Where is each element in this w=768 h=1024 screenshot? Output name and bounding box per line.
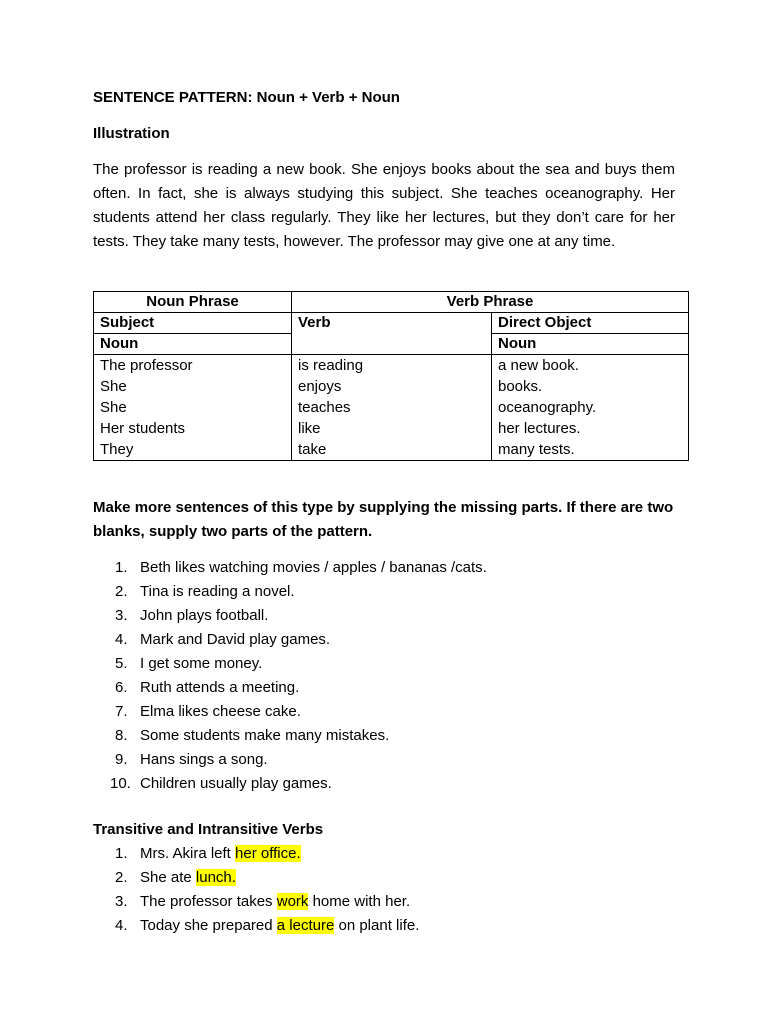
item-text: Elma likes cheese cake.	[140, 703, 301, 720]
section-heading-transitive: Transitive and Intransitive Verbs	[93, 821, 324, 838]
item-text: Today she prepared	[140, 917, 277, 934]
verb-item: like	[298, 420, 321, 437]
object-item: books.	[498, 378, 543, 395]
object-item: a new book.	[498, 357, 579, 374]
item-text: She ate	[140, 869, 196, 886]
exercise-instructions: Make more sentences of this type by supplying the missing parts. If there are two blanks, supply two parts of the pattern.	[93, 499, 674, 540]
item-number: 5.	[115, 655, 128, 672]
item-number: 4.	[115, 917, 128, 934]
transitive-list	[93, 842, 419, 938]
highlighted-object: work	[276, 893, 309, 910]
highlighted-object: a lecture	[276, 917, 335, 934]
item-number: 10.	[110, 775, 131, 792]
verb-item: enjoys	[298, 378, 342, 395]
item-number: 7.	[115, 703, 128, 720]
list-item	[93, 580, 487, 604]
item-number: 2.	[115, 869, 128, 886]
item-text: Mark and David play games.	[140, 631, 331, 648]
object-item: oceanography.	[498, 399, 597, 416]
verbs-cell	[292, 355, 492, 461]
list-item	[93, 748, 487, 772]
list-item	[93, 724, 487, 748]
list-item	[93, 914, 419, 938]
item-text: The professor takes	[140, 893, 277, 910]
list-item	[93, 890, 419, 914]
item-number: 1.	[115, 559, 128, 576]
object-item: many tests.	[498, 441, 575, 458]
item-text: on plant life.	[334, 917, 420, 934]
list-item	[93, 700, 487, 724]
item-text: Mrs. Akira left	[140, 845, 236, 862]
item-text: Beth likes watching movies / apples / bananas /cats.	[140, 559, 487, 576]
col-direct-object: Direct Object	[492, 313, 689, 334]
item-number: 3.	[115, 607, 128, 624]
subject-item: She	[100, 378, 127, 395]
verb-item: take	[298, 441, 327, 458]
verb-item: teaches	[298, 399, 351, 416]
list-item	[93, 676, 487, 700]
list-item	[93, 772, 487, 796]
list-item	[93, 628, 487, 652]
sub-noun-left: Noun	[94, 334, 292, 355]
list-item	[93, 604, 487, 628]
page-title: SENTENCE PATTERN: Noun + Verb + Noun	[93, 89, 400, 106]
item-text: Ruth attends a meeting.	[140, 679, 300, 696]
object-item: her lectures.	[498, 420, 581, 437]
highlighted-object: her office.	[235, 845, 301, 862]
col-verb: Verb	[292, 313, 492, 355]
highlighted-object: lunch.	[195, 869, 236, 886]
item-text: John plays football.	[140, 607, 269, 624]
sentence-pattern-table	[93, 291, 689, 461]
item-text: Hans sings a song.	[140, 751, 268, 768]
table-header-row	[94, 292, 689, 313]
sub-noun-right: Noun	[492, 334, 689, 355]
subject-item: Her students	[100, 420, 186, 437]
item-text: Tina is reading a novel.	[140, 583, 295, 600]
illustration-paragraph: The professor is reading a new book. She enjoys books about the sea and buys them often. In fact, she is always studying this subject. She teaches oceanography. Her students attend her class regularly. They like her lectures, but they don’t care for her tests. They take many tests, however. The professor may give one at any time.	[93, 161, 675, 250]
item-number: 1.	[115, 845, 128, 862]
subject-item: The professor	[100, 357, 193, 374]
verb-item: is reading	[298, 357, 364, 374]
list-item	[93, 556, 487, 580]
header-verb-phrase: Verb Phrase	[292, 292, 689, 313]
col-subject: Subject	[94, 313, 292, 334]
list-item	[93, 652, 487, 676]
item-number: 3.	[115, 893, 128, 910]
item-number: 9.	[115, 751, 128, 768]
subject-item: She	[100, 399, 127, 416]
header-noun-phrase: Noun Phrase	[94, 292, 292, 313]
objects-cell	[492, 355, 689, 461]
list-item	[93, 866, 419, 890]
item-text: Children usually play games.	[140, 775, 332, 792]
item-text: I get some money.	[140, 655, 263, 672]
table-column-row	[94, 313, 689, 334]
item-number: 4.	[115, 631, 128, 648]
list-item	[93, 842, 419, 866]
illustration-heading: Illustration	[93, 125, 170, 142]
item-number: 6.	[115, 679, 128, 696]
item-number: 2.	[115, 583, 128, 600]
item-text: Some students make many mistakes.	[140, 727, 390, 744]
item-text: home with her.	[308, 893, 411, 910]
subject-item: They	[100, 441, 134, 458]
exercise-list	[93, 556, 487, 796]
table-body-row	[94, 355, 689, 461]
item-number: 8.	[115, 727, 128, 744]
subjects-cell	[94, 355, 292, 461]
